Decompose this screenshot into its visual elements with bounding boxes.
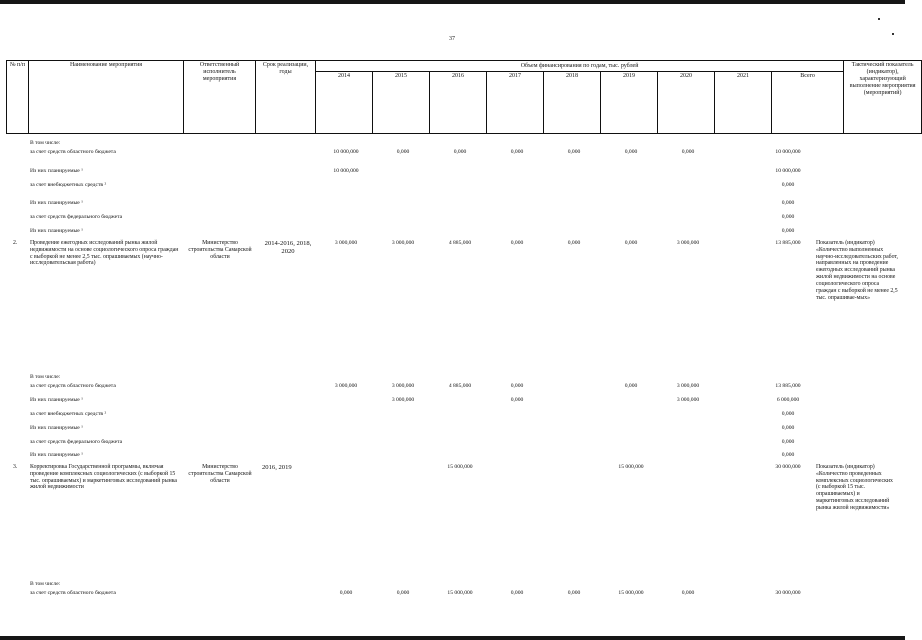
item2-value: 0,000 xyxy=(567,240,581,246)
item2-total: 13 885,000 xyxy=(775,240,801,246)
i2-total: 0,000 xyxy=(781,425,795,431)
s1-value: 10 000,000 xyxy=(333,168,359,174)
i2-row-label: за счет средств федерального бюджета xyxy=(30,439,123,445)
header-year: 2016 xyxy=(430,72,487,134)
s1-row-label: Из них планируемые ¹ xyxy=(30,168,83,174)
header-year: 2021 xyxy=(715,72,772,134)
s1-total: 0,000 xyxy=(781,214,795,220)
table-header xyxy=(6,60,922,134)
item3-term: 2016, 2019 xyxy=(262,464,292,471)
item2-executor: Министерство строительства Самарской области xyxy=(188,240,252,260)
header-year: 2014 xyxy=(316,72,373,134)
s1-total: 0,000 xyxy=(781,228,795,234)
i3-value: 0,000 xyxy=(339,590,353,596)
item2-value: 3 000,000 xyxy=(391,240,415,246)
s1-value: 0,000 xyxy=(453,149,467,155)
s1-value: 0,000 xyxy=(567,149,581,155)
s1-value: 10 000,000 xyxy=(333,149,359,155)
i2-row-label: за счет внебюджетных средств ² xyxy=(30,411,107,417)
header-year: 2017 xyxy=(487,72,544,134)
header-num: № п/п xyxy=(7,61,29,134)
i2-row-label: Из них планируемые ¹ xyxy=(30,397,83,403)
i2-total: 0,000 xyxy=(781,439,795,445)
item2-incl: В том числе: xyxy=(30,374,61,380)
i3-total: 30 000,000 xyxy=(775,590,801,596)
item3-value: 15 000,000 xyxy=(447,464,473,470)
i2-total: 13 885,000 xyxy=(775,383,801,389)
i3-value: 15 000,000 xyxy=(447,590,473,596)
item2-term: 2014-2016, 2018, 2020 xyxy=(264,240,312,255)
header-funding: Объем финансирования по годам, тыс. рублей xyxy=(316,61,844,72)
i3-value: 0,000 xyxy=(567,590,581,596)
i2-value: 3 000,000 xyxy=(391,397,415,403)
s1-row-label: Из них планируемые ¹ xyxy=(30,228,83,234)
item2-value: 0,000 xyxy=(624,240,638,246)
item3-executor: Министерство строительства Самарской области xyxy=(188,464,252,484)
item3-value: 15 000,000 xyxy=(618,464,644,470)
i2-row-label: Из них планируемые ¹ xyxy=(30,425,83,431)
item3-indicator: Показатель (индикатор) «Количество проведенных комплексных социологических (с выборкой 15 тыс. опрашиваемых) и маркетинговых исследований рынка жилой недвижимости» xyxy=(816,464,893,511)
i2-row-label: Из них планируемые ¹ xyxy=(30,452,83,458)
i2-value: 3 000,000 xyxy=(334,383,358,389)
i3-value: 15 000,000 xyxy=(618,590,644,596)
item2-value: 3 000,000 xyxy=(334,240,358,246)
i2-total: 0,000 xyxy=(781,411,795,417)
header-year: 2018 xyxy=(544,72,601,134)
header-executor: Ответственный исполнитель мероприятия xyxy=(184,61,256,134)
section1-incl: В том числе: xyxy=(30,140,61,146)
header-year: 2020 xyxy=(658,72,715,134)
item3-incl: В том числе: xyxy=(30,581,61,587)
i2-total: 6 000,000 xyxy=(776,397,800,403)
s1-value: 0,000 xyxy=(624,149,638,155)
i2-value: 3 000,000 xyxy=(391,383,415,389)
scan-top-border xyxy=(0,0,905,4)
s1-value: 0,000 xyxy=(510,149,524,155)
s1-row-label: Из них планируемые ¹ xyxy=(30,200,83,206)
i2-total: 0,000 xyxy=(781,452,795,458)
s1-total: 0,000 xyxy=(781,182,795,188)
s1-total: 10 000,000 xyxy=(775,168,801,174)
header-year: Всего xyxy=(772,72,844,134)
i3-row-label: за счет средств областного бюджета xyxy=(30,590,116,596)
item2-value: 0,000 xyxy=(510,240,524,246)
s1-value: 0,000 xyxy=(396,149,410,155)
scan-bottom-border xyxy=(0,636,905,640)
item2-num: 2. xyxy=(13,240,18,246)
s1-row-label: за счет внебюджетных средств ² xyxy=(30,182,107,188)
i2-value: 3 000,000 xyxy=(676,397,700,403)
i2-value: 4 885,000 xyxy=(448,383,472,389)
item2-name: Проведение ежегодных исследований рынка жилой недвижимости на основе социологического опроса граждан с выборкой не менее 2,5 тыс. опрашиваемых (научно-исследовательская работа) xyxy=(30,240,179,267)
page-number: 37 xyxy=(449,36,455,42)
item3-name: Корректировка Государственной программы, включая проведение комплексных социологических (с выборкой 15 тыс. опрашиваемых) и маркетинговых исследований рынка жилой недвижимости xyxy=(30,464,178,491)
i3-value: 0,000 xyxy=(510,590,524,596)
scan-speck xyxy=(892,33,894,35)
header-indicator: Тактический показатель (индикатор), характеризующий выполнение мероприятия (мероприятий) xyxy=(844,61,922,134)
item2-indicator: Показатель (индикатор) «Количество выполненных научно-исследовательских работ, направленных на проведение ежегодных исследований рынка жилой недвижимости на основе социологического опроса граждан с выборкой не менее 2,5 тыс. опрашивае-мых» xyxy=(816,240,898,301)
s1-total: 10 000,000 xyxy=(775,149,801,155)
i3-value: 0,000 xyxy=(681,590,695,596)
item3-total: 30 000,000 xyxy=(775,464,801,470)
header-year: 2015 xyxy=(373,72,430,134)
s1-row-label: за счет средств федерального бюджета xyxy=(30,214,123,220)
s1-total: 0,000 xyxy=(781,200,795,206)
scan-speck xyxy=(878,18,880,20)
s1-value: 0,000 xyxy=(681,149,695,155)
i2-value: 0,000 xyxy=(510,383,524,389)
s1-row-label: за счет средств областного бюджета xyxy=(30,149,116,155)
header-name: Наименование мероприятия xyxy=(29,61,184,134)
item3-num: 3. xyxy=(13,464,18,470)
i2-value: 3 000,000 xyxy=(676,383,700,389)
i2-row-label: за счет средств областного бюджета xyxy=(30,383,116,389)
header-term: Срок реализации, годы xyxy=(256,61,316,134)
i2-value: 0,000 xyxy=(510,397,524,403)
header-year: 2019 xyxy=(601,72,658,134)
i3-value: 0,000 xyxy=(396,590,410,596)
i2-value: 0,000 xyxy=(624,383,638,389)
item2-value: 3 000,000 xyxy=(676,240,700,246)
item2-value: 4 885,000 xyxy=(448,240,472,246)
